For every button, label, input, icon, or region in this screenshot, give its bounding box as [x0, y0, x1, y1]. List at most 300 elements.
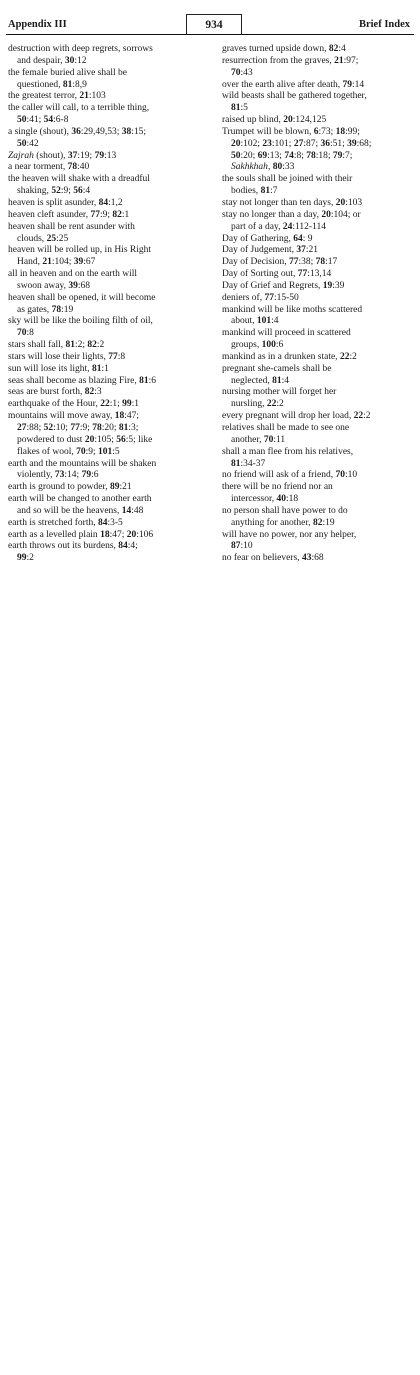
chapter-ref: 78 — [92, 423, 102, 433]
chapter-ref: 50 — [231, 150, 241, 161]
entry-text: :3-5 — [107, 517, 123, 528]
entry-text: nursing mother will forget her — [222, 387, 337, 398]
entry-text: as gates, — [17, 304, 52, 315]
entry-text: resurrection from the graves, — [222, 55, 335, 66]
entry-text: :4 — [338, 44, 346, 54]
index-entry — [222, 245, 414, 257]
entry-text: :29,49,53; — [80, 126, 122, 137]
entry-text: :11 — [273, 434, 286, 445]
index-entry — [222, 530, 414, 554]
chapter-ref: 18 — [335, 126, 346, 137]
chapter-ref: 38 — [121, 126, 132, 137]
entry-text: :25 — [56, 233, 69, 244]
chapter-ref: 99 — [122, 399, 132, 410]
index-entry — [8, 162, 208, 174]
entry-text: mankind will be like moths scattered — [222, 304, 363, 315]
chapter-ref: 52 — [51, 186, 61, 197]
entry-text: :21 — [305, 245, 319, 256]
index-entry — [222, 269, 414, 281]
entry-text: no fear on believers, — [222, 553, 302, 564]
index-entry — [222, 423, 414, 447]
entry-text: :21 — [119, 482, 132, 493]
index-entry — [8, 210, 208, 222]
entry-text: :10; — [53, 423, 71, 433]
chapter-ref: 70 — [76, 446, 86, 457]
entry-text: :47; — [109, 529, 127, 540]
entry-text: :99; — [345, 126, 360, 137]
entry-text: :87; — [303, 138, 321, 149]
index-entry — [8, 269, 208, 293]
entry-text: seas shall become as blazing Fire, — [8, 375, 140, 386]
index-entry — [222, 470, 414, 482]
entry-text: :105; — [94, 434, 117, 445]
entry-text: neglected, — [231, 375, 273, 386]
entry-text: :97; — [343, 55, 359, 66]
entry-text: :6 — [275, 340, 284, 351]
entry-text: (shout), — [33, 150, 68, 161]
entry-text: :1,2 — [108, 197, 123, 208]
index-entry — [8, 91, 208, 103]
entry-text: :102; — [240, 138, 263, 149]
entry-text: :9; — [60, 186, 74, 197]
entry-text: :4; — [127, 541, 138, 552]
entry-text: earth throws out its burdens, — [8, 541, 119, 552]
entry-text: :73; — [318, 126, 336, 137]
entry-text: shaking, — [17, 186, 52, 197]
entry-text: stay no longer than a day, — [222, 209, 322, 220]
chapter-ref: 22 — [100, 399, 110, 410]
entry-text: sky will be like the boiling filth of oil, — [8, 316, 153, 327]
index-entry — [222, 91, 414, 115]
entry-text: :101; — [271, 138, 294, 149]
header-rule — [6, 34, 414, 35]
chapter-ref: 39 — [73, 257, 84, 268]
chapter-ref: 23 — [262, 138, 272, 149]
chapter-ref: 82 — [328, 44, 339, 54]
entry-text: pregnant she-camels shall be — [222, 363, 332, 374]
entry-text: heaven shall be rent asunder with — [8, 221, 135, 232]
entry-text: anything for another, — [231, 517, 313, 528]
entry-text: the heaven will shake with a dreadful — [8, 174, 150, 185]
chapter-ref: 81 — [260, 186, 271, 197]
entry-text: part of a day, — [231, 221, 283, 232]
entry-text: heaven is split asunder, — [8, 197, 99, 208]
entry-text: :68 — [77, 280, 90, 291]
entry-text: shall a man flee from his relatives, — [222, 446, 354, 457]
entry-text: :47; — [124, 411, 140, 422]
entry-text: :33 — [282, 162, 295, 173]
entry-text: seas are burst forth, — [8, 387, 85, 398]
entry-text: :9; — [79, 423, 93, 433]
entry-text: :1; — [109, 399, 123, 410]
entry-text: a near torment, — [8, 162, 68, 173]
chapter-ref: 14 — [121, 505, 132, 516]
index-entry — [222, 482, 414, 506]
chapter-ref: 22 — [266, 399, 277, 410]
entry-text: violently, — [17, 470, 55, 481]
entry-text: :104; — [51, 257, 74, 268]
chapter-ref: 56 — [116, 434, 126, 445]
entry-text: :2; — [75, 340, 88, 351]
chapter-ref: 22 — [339, 351, 350, 362]
entry-text: :39 — [332, 280, 345, 291]
chapter-ref: 82 — [312, 517, 323, 528]
index-entry — [222, 281, 414, 293]
chapter-ref: 64 — [293, 233, 303, 244]
index-entry — [8, 352, 208, 364]
entry-text: :13 — [104, 150, 117, 161]
entry-text: about, — [231, 316, 257, 327]
entry-text: flakes of wool, — [17, 446, 77, 457]
chapter-ref: 37 — [67, 150, 78, 161]
chapter-ref: 40 — [276, 494, 287, 505]
entry-text: Day of Gathering, — [222, 233, 294, 244]
chapter-ref: 84 — [97, 517, 108, 528]
entry-text: :15-50 — [273, 292, 299, 303]
index-entry — [222, 44, 414, 56]
chapter-ref: 69 — [257, 150, 268, 161]
chapter-ref: 79 — [332, 150, 343, 161]
entry-text: :112-114 — [292, 221, 326, 232]
index-entry — [8, 411, 208, 458]
index-entry — [8, 376, 208, 388]
chapter-ref: 21 — [334, 55, 344, 66]
entry-text: :48 — [131, 505, 144, 516]
entry-text: :43 — [240, 67, 253, 78]
chapter-ref: 27 — [293, 138, 304, 149]
index-entry — [8, 44, 208, 68]
chapter-ref: 50 — [17, 115, 27, 126]
entry-text: :14; — [64, 470, 82, 481]
entry-text: mankind will proceed in scattered — [222, 328, 351, 339]
chapter-ref: 74 — [284, 150, 294, 161]
entry-text: :8,9 — [72, 79, 87, 90]
entry-text: :41; — [26, 115, 44, 126]
index-entry — [222, 234, 414, 246]
chapter-ref: 20 — [231, 138, 241, 149]
entry-text: Trumpet will be blown, — [222, 126, 314, 137]
entry-text: over the earth alive after death, — [222, 79, 343, 90]
index-entry — [8, 103, 208, 127]
index-entry — [8, 222, 208, 246]
entry-text: :12 — [74, 55, 87, 66]
chapter-ref: 87 — [231, 541, 241, 552]
entry-text: sun will lose its light, — [8, 363, 92, 374]
entry-text: Day of Sorting out, — [222, 269, 298, 280]
entry-text: earth and the mountains will be shaken — [8, 458, 157, 469]
entry-text: every pregnant will drop her load, — [222, 411, 354, 422]
entry-text: :4 — [82, 186, 91, 197]
entry-text: a single (shout), — [8, 126, 72, 137]
entry-text: :1 — [121, 209, 130, 220]
chapter-ref: 20 — [335, 197, 346, 208]
entry-text: :42 — [26, 138, 39, 149]
entry-text: :2 — [349, 351, 357, 362]
entry-text: :20; — [240, 150, 258, 161]
entry-text: :6 — [91, 470, 99, 481]
chapter-ref: 80 — [272, 162, 283, 173]
entry-text: earth is stretched forth, — [8, 517, 98, 528]
entry-text: raised up blind, — [222, 115, 284, 126]
chapter-ref: 81 — [91, 363, 102, 374]
index-entry — [222, 127, 414, 174]
entry-text: :3; — [128, 423, 139, 433]
chapter-ref: 70 — [17, 328, 27, 339]
entry-text: :104; or — [330, 209, 361, 220]
chapter-ref: 36 — [71, 126, 81, 137]
chapter-ref: 81 — [231, 103, 241, 114]
chapter-ref: 73 — [54, 470, 65, 481]
entry-text: graves turned upside down, — [222, 44, 329, 54]
entry-text: :1 — [101, 363, 109, 374]
entry-text: :103 — [88, 91, 106, 102]
entry-text: : 9 — [302, 233, 313, 244]
index-entry — [222, 553, 414, 565]
entry-text: :7 — [270, 186, 278, 197]
index-entry — [8, 198, 208, 210]
entry-text: Day of Decision, — [222, 257, 290, 268]
entry-text: bodies, — [231, 186, 261, 197]
entry-text: the caller will call, to a terrible thing, — [8, 103, 150, 114]
entry-text: no person shall have power to do — [222, 505, 348, 516]
entry-text: clouds, — [17, 233, 47, 244]
entry-text: intercessor, — [231, 494, 277, 505]
entry-text: no friend will ask of a friend, — [222, 470, 336, 481]
entry-text: heaven will be rolled up, in His Right — [8, 245, 152, 256]
chapter-ref: 21 — [79, 91, 89, 102]
index-entry — [8, 174, 208, 198]
chapter-ref: 18 — [114, 411, 125, 422]
index-entry — [222, 198, 414, 210]
chapter-ref: 82 — [87, 340, 97, 351]
chapter-ref: 6 — [313, 126, 319, 137]
entry-text: :68 — [311, 553, 324, 564]
chapter-ref: 77 — [264, 292, 274, 303]
entry-text: another, — [231, 434, 264, 445]
entry-text: :51; — [329, 138, 348, 149]
chapter-ref: 50 — [17, 138, 27, 149]
index-entry — [8, 68, 208, 92]
chapter-ref: 81 — [272, 375, 282, 386]
chapter-ref: 101 — [98, 446, 113, 457]
index-entry — [8, 541, 208, 565]
running-title: Brief Index — [358, 19, 410, 30]
index-entry — [8, 245, 208, 269]
entry-text: mountains will move away, — [8, 411, 115, 422]
entry-text: :13,14 — [307, 269, 332, 280]
chapter-ref: 78 — [306, 150, 316, 161]
entry-text: :19; — [77, 150, 95, 161]
entry-text: swoon away, — [17, 280, 69, 291]
entry-text: :1 — [131, 399, 140, 410]
index-entry — [222, 506, 414, 530]
index-entry — [222, 352, 414, 364]
entry-text: :17 — [325, 257, 338, 268]
index-entry — [222, 80, 414, 92]
entry-text: :124,125 — [292, 115, 327, 126]
entry-text: :19 — [61, 304, 74, 315]
entry-text: :14 — [352, 79, 365, 90]
chapter-ref: 19 — [322, 280, 333, 291]
chapter-ref: 84 — [98, 197, 109, 208]
chapter-ref: 82 — [112, 209, 122, 220]
entry-text: :5 — [240, 103, 248, 114]
entry-text: :4 — [281, 375, 290, 386]
chapter-ref: 77 — [108, 351, 118, 362]
entry-text: there will be no friend nor an — [222, 482, 333, 493]
entry-text: earth as a levelled plain — [8, 529, 101, 540]
index-column-left — [8, 44, 208, 565]
chapter-ref: 36 — [320, 138, 330, 149]
entry-text: destruction with deep regrets, sorrows — [8, 44, 153, 54]
entry-text: relatives shall be made to see one — [222, 423, 350, 433]
entry-text: :40 — [77, 162, 90, 173]
chapter-ref: 84 — [118, 541, 128, 552]
index-entry — [8, 387, 208, 399]
index-entry — [8, 518, 208, 530]
entry-text: :38; — [298, 257, 316, 268]
chapter-ref: 37 — [296, 245, 306, 256]
entry-text: :2 — [276, 399, 284, 410]
index-entry — [8, 364, 208, 376]
chapter-ref: 81 — [62, 79, 73, 90]
page-header — [0, 0, 420, 40]
index-entry — [222, 305, 414, 329]
chapter-ref: 21 — [42, 257, 52, 268]
entry-text: earth will be changed to another earth — [8, 494, 152, 505]
chapter-ref: 20 — [126, 529, 137, 540]
entry-text: :103 — [345, 197, 363, 208]
index-entry — [222, 447, 414, 471]
index-entry — [8, 459, 208, 483]
entry-text: :2 — [26, 553, 34, 564]
entry-text: heaven cleft asunder, — [8, 209, 91, 220]
chapter-ref: 54 — [43, 115, 54, 126]
chapter-ref: 81 — [231, 458, 241, 469]
section-title: Appendix III — [8, 19, 67, 30]
index-entry — [222, 364, 414, 388]
chapter-ref: 77 — [90, 209, 100, 220]
entry-text: earthquake of the Hour, — [8, 399, 101, 410]
chapter-ref: 79 — [94, 150, 105, 161]
chapter-ref: 43 — [301, 553, 312, 564]
entry-text: :6-8 — [53, 115, 69, 126]
index-entry — [222, 56, 414, 80]
entry-text: :88; — [26, 423, 44, 433]
entry-text: :3 — [94, 387, 102, 398]
entry-text: questioned, — [17, 79, 63, 90]
chapter-ref: 20 — [283, 115, 293, 126]
chapter-ref: 101 — [256, 316, 272, 327]
entry-text: :9; — [99, 209, 113, 220]
chapter-ref: 77 — [289, 257, 299, 268]
chapter-ref: 70 — [335, 470, 345, 481]
entry-text: :5; like — [125, 434, 153, 445]
chapter-ref: 78 — [51, 304, 62, 315]
chapter-ref: 78 — [67, 162, 78, 173]
index-entry — [222, 257, 414, 269]
chapter-ref: 81 — [118, 423, 129, 433]
chapter-ref: 30 — [64, 55, 75, 66]
chapter-ref: 89 — [110, 482, 120, 493]
page-number: 934 — [186, 14, 242, 35]
chapter-ref: 78 — [315, 257, 326, 268]
chapter-ref: 81 — [139, 375, 149, 386]
chapter-ref: 79 — [81, 470, 92, 481]
entry-text: :20; — [101, 423, 119, 433]
entry-text: :10 — [240, 541, 253, 552]
entry-text: the female buried alive shall be — [8, 67, 127, 78]
entry-text: :8; — [293, 150, 307, 161]
entry-text: all in heaven and on the earth will — [8, 269, 137, 280]
entry-text: :6 — [148, 375, 157, 386]
entry-text: :8 — [117, 351, 126, 362]
chapter-ref: 82 — [84, 387, 95, 398]
entry-text: mankind as in a drunken state, — [222, 351, 340, 362]
entry-text: stars shall fall, — [8, 340, 66, 351]
chapter-ref: 25 — [46, 233, 57, 244]
chapter-ref: 20 — [321, 209, 331, 220]
entry-text: , — [267, 162, 273, 173]
entry-text: :13; — [267, 150, 285, 161]
index-column-right — [222, 44, 414, 565]
transliterated-term: Zajrah — [8, 150, 34, 161]
entry-text: Day of Grief and Regrets, — [222, 280, 323, 291]
entry-text: :2 — [363, 411, 371, 422]
entry-text: :10 — [344, 470, 358, 481]
entry-text: :15; — [131, 126, 147, 137]
index-entry — [8, 316, 208, 340]
index-entry — [222, 328, 414, 352]
entry-text: nursling, — [231, 399, 267, 410]
index-entry — [8, 494, 208, 518]
entry-text: :106 — [136, 529, 154, 540]
index-entry — [222, 411, 414, 423]
chapter-ref: 39 — [68, 280, 78, 291]
chapter-ref: 77 — [297, 269, 308, 280]
index-entry — [8, 530, 208, 542]
index-entry — [222, 210, 414, 234]
chapter-ref: 79 — [342, 79, 353, 90]
chapter-ref: 99 — [17, 553, 27, 564]
chapter-ref: 20 — [84, 434, 95, 445]
entry-text: :5 — [112, 446, 120, 457]
entry-text: deniers of, — [222, 292, 265, 303]
entry-text: powdered to dust — [17, 434, 85, 445]
entry-text: will have no power, nor any helper, — [222, 529, 357, 540]
chapter-ref: 77 — [70, 423, 80, 433]
chapter-ref: 39 — [347, 138, 357, 149]
chapter-ref: 81 — [65, 340, 76, 351]
entry-text: :8 — [26, 328, 34, 339]
entry-text: stars will lose their lights, — [8, 351, 109, 362]
chapter-ref: 70 — [231, 67, 241, 78]
entry-text: :67 — [83, 257, 96, 268]
index-entry — [8, 293, 208, 317]
chapter-ref: 70 — [263, 434, 274, 445]
index-entry — [8, 482, 208, 494]
chapter-ref: 52 — [43, 423, 54, 433]
index-entry — [8, 151, 208, 163]
index-entry — [8, 340, 208, 352]
chapter-ref: 18 — [100, 529, 110, 540]
index-entry — [222, 115, 414, 127]
entry-text: and despair, — [17, 55, 65, 66]
chapter-ref: 22 — [353, 411, 364, 422]
entry-text: :4 — [271, 316, 279, 327]
entry-text: :7; — [342, 150, 353, 161]
entry-text: :19 — [322, 517, 335, 528]
